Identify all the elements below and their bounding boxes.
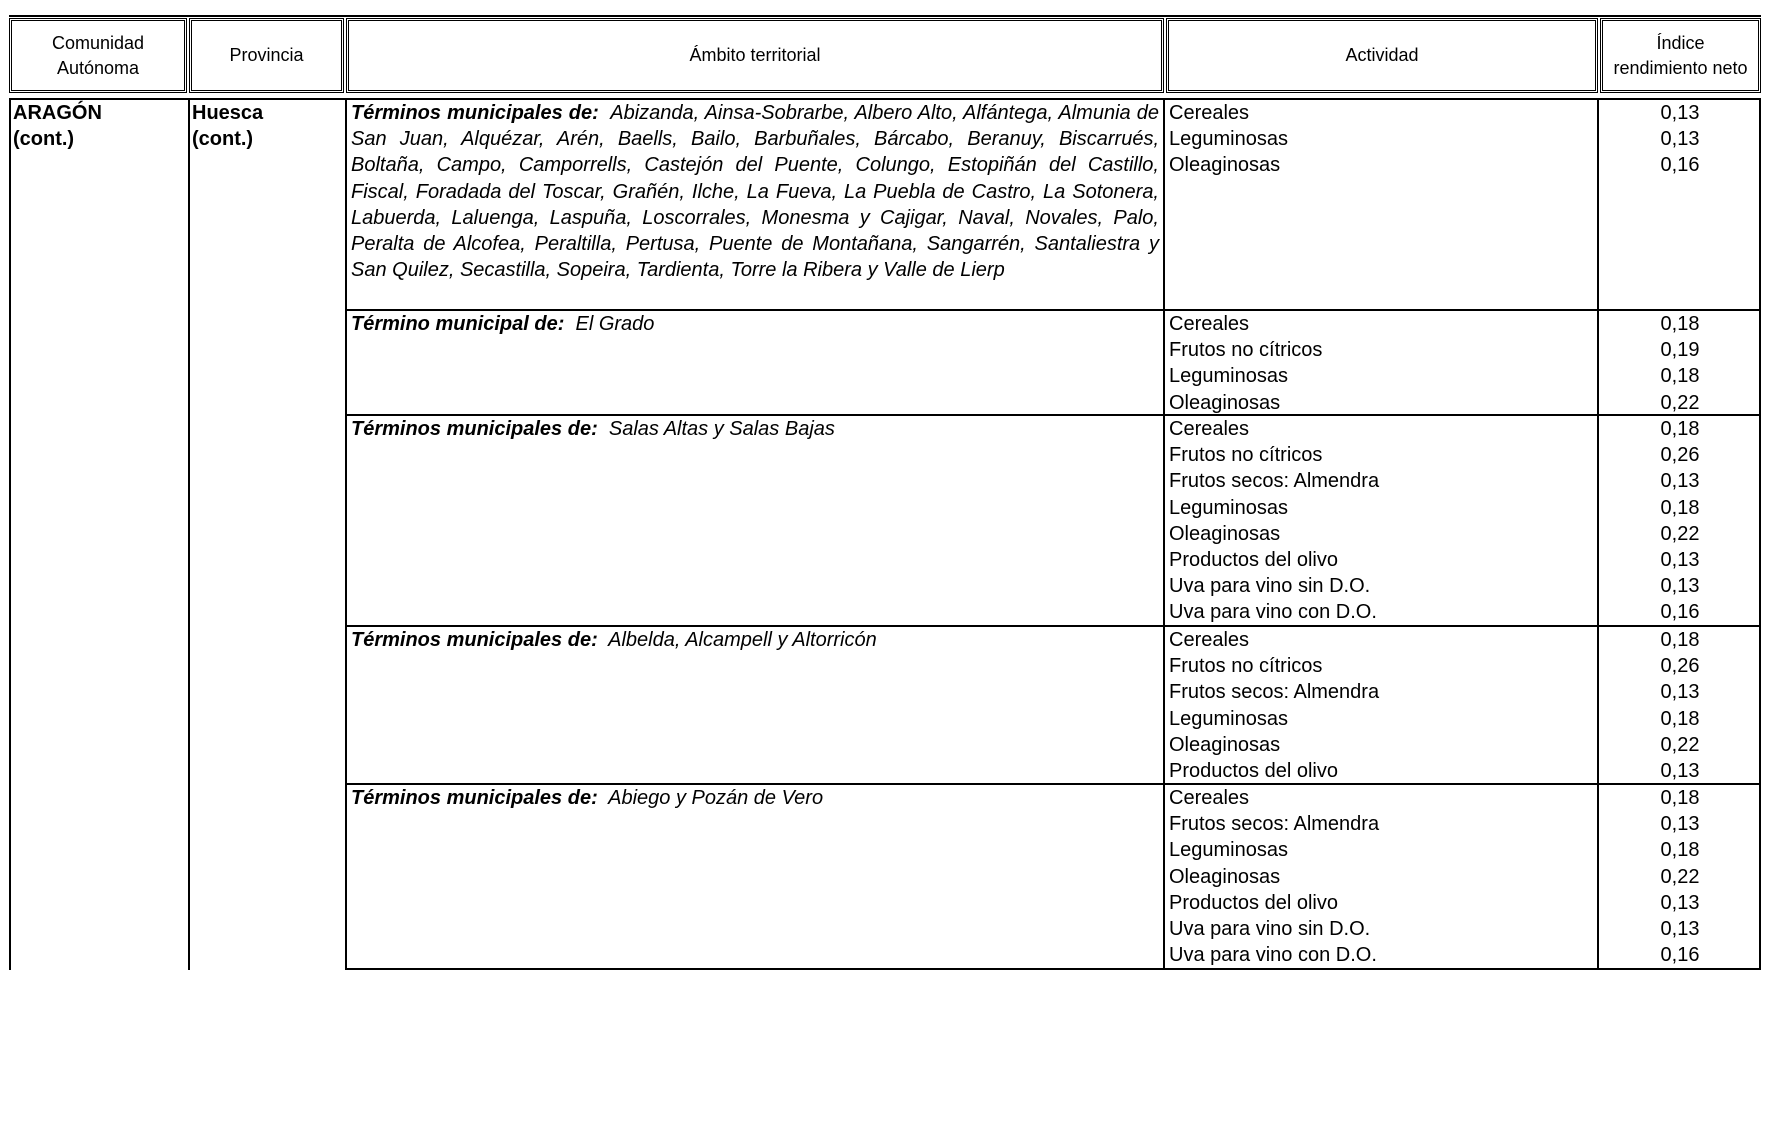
indice-value: 0,18 [1660,787,1700,809]
indice-value: 0,16 [1660,601,1700,624]
header-indice [1600,18,1761,93]
actividad-item: Cereales [1169,787,1250,809]
actividad-item: Frutos no cítricos [1169,655,1323,678]
ambito-lead: Términos municipales de: [351,787,598,809]
ambito-lead: Términos municipales de: [351,102,599,124]
indice-value: 0,13 [1660,759,1700,782]
header-actividad [1166,18,1598,93]
indice-value: 0,13 [1660,813,1700,836]
actividad-item: Productos del olivo [1169,759,1338,782]
actividad-item: Oleaginosas [1169,865,1281,888]
header-indice-label: Índice rendimiento neto [1613,32,1748,78]
ambito-cell-4 [351,627,1159,653]
ambito-places: El Grado [575,313,655,335]
actividad-item: Frutos no cítricos [1169,339,1323,362]
actividad-item: Leguminosas [1169,496,1288,519]
actividad-item: Cereales [1169,629,1250,651]
indice-value: 0,22 [1660,733,1700,756]
actividad-item: Uva para vino con D.O. [1169,601,1377,624]
indice-value: 0,13 [1660,102,1700,124]
indice-value: 0,13 [1660,128,1700,151]
ambito-cell-3 [351,416,1159,442]
indice-cell-4 [1600,627,1760,784]
actividad-item: Oleaginosas [1169,391,1281,414]
indice-cell-2 [1600,311,1760,416]
actividad-item: Productos del olivo [1169,548,1338,571]
indice-value: 0,18 [1660,365,1700,388]
indice-value: 0,18 [1660,496,1700,519]
indice-value: 0,13 [1660,681,1700,704]
comunidad-name: ARAGÓN [13,102,102,124]
actividad-item: Leguminosas [1169,365,1288,388]
header-comunidad [9,18,187,93]
indice-value: 0,26 [1660,655,1700,678]
actividad-cell-5 [1169,785,1589,968]
comunidad-cell [13,100,102,152]
indice-value: 0,18 [1660,418,1700,440]
actividad-item: Frutos secos: Almendra [1169,470,1380,493]
header-top-rule [9,15,1761,17]
indice-value: 0,22 [1660,391,1700,414]
actividad-item: Productos del olivo [1169,891,1338,914]
provincia-cont: (cont.) [192,128,254,150]
col-line-4 [1163,98,1165,970]
indice-value: 0,18 [1660,707,1700,730]
actividad-cell-1 [1169,100,1589,179]
actividad-item: Cereales [1169,102,1250,124]
actividad-item: Uva para vino con D.O. [1169,944,1377,967]
ambito-cell-2 [351,311,1159,337]
comunidad-cont: (cont.) [13,128,75,150]
provincia-name: Huesca [192,102,264,124]
indice-cell-5 [1600,785,1760,968]
indice-value: 0,26 [1660,444,1700,467]
actividad-cell-3 [1169,416,1589,626]
indice-value: 0,19 [1660,339,1700,362]
indice-cell-1 [1600,100,1760,179]
indice-value: 0,13 [1660,548,1700,571]
ambito-places: Abiego y Pozán de Vero [608,787,824,809]
indice-value: 0,13 [1660,575,1700,598]
indice-value: 0,13 [1660,917,1700,940]
indice-value: 0,22 [1660,522,1700,545]
actividad-item: Leguminosas [1169,839,1288,862]
ambito-places: Salas Altas y Salas Bajas [608,418,835,440]
ambito-places: Abizanda, Ainsa-Sobrarbe, Albero Alto, Alfántega, Almunia de San Juan, Alquézar, Arén, Baells, Bailo, Barbuñales, Bárcabo, Beranuy, Biscarrués, Boltaña, Campo, Camporrells, Castejón del Puente, Colungo, Estopiñán del Castillo, Fiscal, Foradada del Toscar, Grañén, Ilche, La Fueva, La Puebla de Castro, La Sotonera, Labuerda, Laluenga, Laspuña, Loscorrales, Monesma y Cajigar, Naval, Novales, Palo, Peralta de Alcofea, Peraltilla, Pertusa, Puente de Montañana, Sangarrén, Santaliestra y San Quilez, Secastilla, Sopeira, Tardienta, Torre la Ribera y Valle de Lierp [351,102,1159,282]
indice-value: 0,16 [1660,154,1700,177]
header-comunidad-label: Comunidad Autónoma [51,32,145,78]
actividad-item: Cereales [1169,418,1250,440]
indice-cell-3 [1600,416,1760,626]
actividad-item: Cereales [1169,313,1250,335]
indice-value: 0,13 [1660,891,1700,914]
actividad-item: Oleaginosas [1169,154,1281,177]
actividad-item: Leguminosas [1169,707,1288,730]
header-provincia [189,18,344,93]
ambito-cell-5 [351,785,1159,811]
ambito-lead: Término municipal de: [351,313,565,335]
indice-value: 0,18 [1660,839,1700,862]
ambito-lead: Términos municipales de: [351,629,598,651]
header-ambito-label: Ámbito territorial [689,45,821,65]
ambito-lead: Términos municipales de: [351,418,598,440]
header-actividad-label: Actividad [1345,45,1419,65]
indice-value: 0,22 [1660,865,1700,888]
indice-value: 0,18 [1660,629,1700,651]
col-line-5 [1597,98,1599,970]
actividad-item: Frutos secos: Almendra [1169,681,1380,704]
actividad-cell-2 [1169,311,1589,416]
actividad-item: Uva para vino sin D.O. [1169,917,1371,940]
actividad-item: Oleaginosas [1169,733,1281,756]
ambito-places: Albelda, Alcampell y Altorricón [608,629,877,651]
indice-value: 0,18 [1660,313,1700,335]
ambito-cell-1 [351,100,1159,283]
actividad-item: Uva para vino sin D.O. [1169,575,1371,598]
header-ambito [346,18,1164,93]
header-provincia-label: Provincia [229,45,304,65]
provincia-cell [192,100,263,152]
actividad-item: Leguminosas [1169,128,1288,151]
indice-value: 0,13 [1660,470,1700,493]
col-line-1 [9,98,11,970]
col-line-3 [345,98,347,970]
actividad-item: Frutos no cítricos [1169,444,1323,467]
indice-value: 0,16 [1660,944,1700,967]
actividad-cell-4 [1169,627,1589,784]
actividad-item: Frutos secos: Almendra [1169,813,1380,836]
col-line-2 [188,98,190,970]
actividad-item: Oleaginosas [1169,522,1281,545]
